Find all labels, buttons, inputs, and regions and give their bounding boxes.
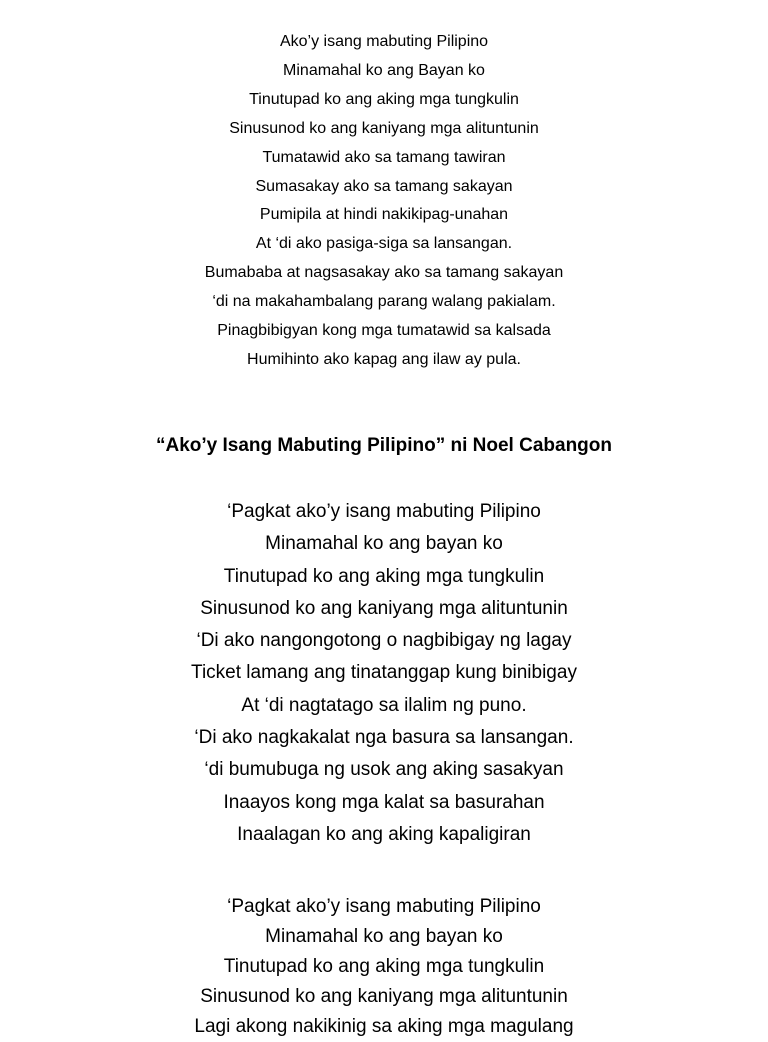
lyric-line: Sinusunod ko ang kaniyang mga alituntunin — [200, 986, 568, 1007]
lyrics-stanza-3 — [0, 892, 768, 1042]
lyric-line: Tumatawid ako sa tamang tawiran — [262, 148, 506, 166]
lyric-line: Pumipila at hindi nakikipag-unahan — [259, 206, 509, 224]
lyric-line: Lagi akong nakikinig sa aking mga magulang — [194, 1016, 574, 1037]
lyric-line: Tinutupad ko ang aking mga tungkulin — [249, 90, 519, 108]
lyric-line: Ticket lamang ang tinatanggap kung binibigay — [191, 662, 577, 684]
lyric-line: Tinutupad ko ang aking mga tungkulin — [223, 565, 545, 587]
lyric-line: ‘di na makahambalang parang walang pakialam. — [212, 293, 556, 311]
lyric-line: At ‘di nagtatago sa ilalim ng puno. — [241, 694, 527, 716]
lyric-line: ‘Di ako nagkakalat nga basura sa lansangan. — [194, 727, 574, 749]
lyric-line: At ‘di ako pasiga-siga sa lansangan. — [255, 235, 513, 253]
lyric-line: Humihinto ako kapag ang ilaw ay pula. — [247, 350, 521, 368]
lyric-line: Ako’y isang mabuting Pilipino — [279, 33, 489, 50]
lyric-line: Minamahal ko ang bayan ko — [265, 533, 503, 555]
song-title: “Ako’y Isang Mabuting Pilipino” ni Noel Cabangon — [155, 435, 612, 456]
lyrics-stanza-1 — [0, 28, 768, 375]
lyric-line: Sinusunod ko ang kaniyang mga alituntunin — [200, 597, 568, 619]
lyric-line: Tinutupad ko ang aking mga tungkulin — [223, 956, 545, 977]
lyric-line: Inaalagan ko ang aking kapaligiran — [237, 823, 531, 845]
lyric-line: ‘di bumubuga ng usok ang aking sasakyan — [204, 759, 564, 781]
lyric-line: Sinusunod ko ang kaniyang mga alituntunin — [229, 119, 539, 137]
lyrics-stanza-2 — [0, 496, 768, 851]
lyric-line: ‘Pagkat ako’y isang mabuting Pilipino — [227, 896, 541, 917]
lyric-line: Minamahal ko ang bayan ko — [265, 926, 503, 947]
lyric-line: Minamahal ko ang Bayan ko — [283, 61, 485, 79]
lyric-line: ‘Di ako nangongotong o nagbibigay ng lagay — [196, 630, 572, 652]
lyric-line: ‘Pagkat ako’y isang mabuting Pilipino — [227, 501, 541, 522]
lyric-line: Pinagbibigyan kong mga tumatawid sa kalsada — [217, 322, 551, 340]
lyric-line: Inaayos kong mga kalat sa basurahan — [223, 791, 545, 813]
lyric-line: Sumasakay ako sa tamang sakayan — [255, 177, 513, 195]
lyric-line: Bumababa at nagsasakay ako sa tamang sakayan — [204, 264, 564, 282]
